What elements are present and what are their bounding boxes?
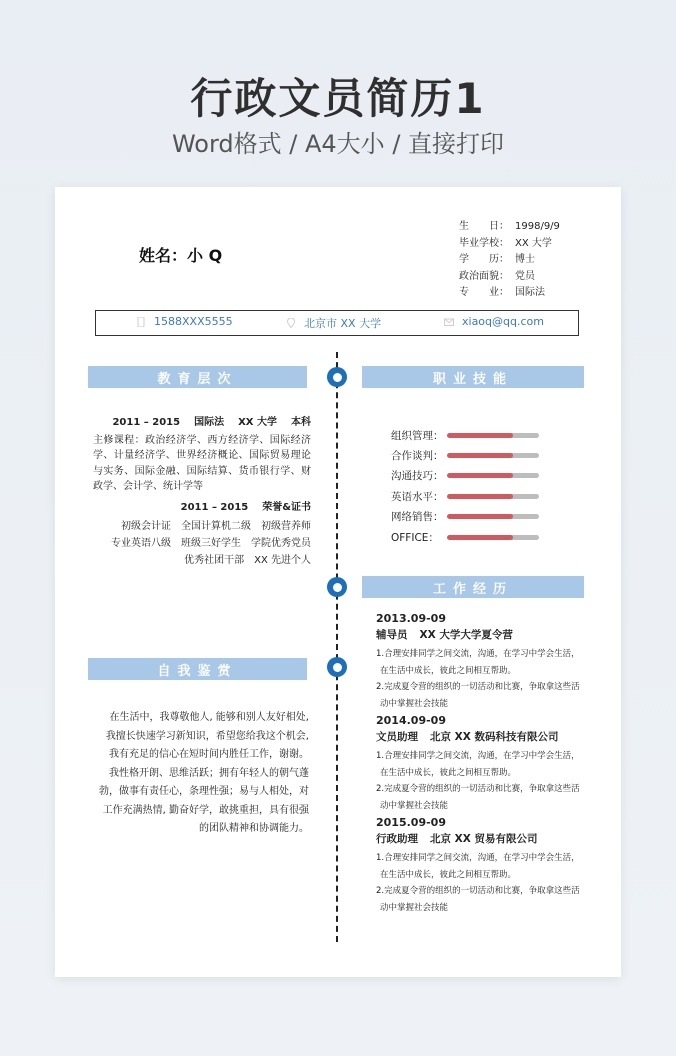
timeline-node	[327, 657, 347, 677]
cert-period: 2011 – 2015	[180, 501, 249, 513]
education-degree: 本科	[291, 417, 311, 428]
job-company: 北京 XX 数码科技有限公司	[430, 731, 559, 743]
cert-item: 学院优秀党员	[251, 538, 311, 549]
job-date: 2013.09-09	[376, 612, 446, 625]
email-text: xiaoq@qq.com	[462, 315, 544, 328]
job-description-line: 2.完成夏令营的组织的一切活动和比赛，争取拿这些活	[376, 886, 580, 896]
job-date: 2014.09-09	[376, 714, 446, 727]
skill-bar-fill	[447, 514, 513, 519]
contact-address	[286, 315, 381, 331]
phone-icon	[136, 317, 146, 327]
location-icon	[286, 318, 296, 328]
skill-name: 合作谈判：	[391, 450, 444, 463]
cert-line	[93, 535, 311, 552]
skill-name: 组织管理：	[391, 429, 444, 442]
skill-name: 英语水平：	[391, 490, 444, 503]
cert-title: 荣誉&证书	[262, 501, 311, 513]
self-line: 在生活中，我尊敬他人, 能够和别人友好相处,	[109, 712, 309, 723]
personal-info	[459, 219, 560, 302]
job-title	[376, 831, 586, 848]
contact-phone	[136, 315, 233, 328]
job-entry	[376, 814, 586, 916]
section-work: 工作经历	[362, 576, 584, 598]
skill-bar	[447, 433, 539, 438]
info-value: 博士	[515, 254, 535, 265]
timeline-line	[336, 352, 338, 942]
job-description-line: 1.合理安排同学之间交流，沟通，在学习中学会生活，	[376, 649, 580, 659]
job-description-line: 1.合理安排同学之间交流，沟通，在学习中学会生活，	[376, 751, 580, 761]
info-value: XX 大学	[515, 237, 552, 249]
skill-bar	[447, 494, 539, 499]
skill-bar	[447, 473, 539, 478]
skill-row	[391, 425, 539, 445]
education-block	[93, 415, 311, 569]
skill-name: OFFICE：	[391, 531, 439, 544]
skill-bar	[447, 514, 539, 519]
section-self: 自我鉴赏	[88, 658, 307, 680]
job-title	[376, 729, 586, 746]
cert-item: 班级三好学生	[181, 538, 241, 549]
job-description-line: 动中掌握社会技能	[380, 698, 449, 709]
skill-row	[391, 445, 539, 465]
skill-row	[391, 507, 539, 527]
cert-item: 初级营养师	[261, 521, 311, 532]
job-title	[376, 627, 586, 644]
skill-bar-fill	[447, 494, 513, 499]
self-line: 的团队精神和协调能力。	[199, 823, 309, 834]
self-line: 我性格开朗、思维活跃；拥有年轻人的朝气蓬	[109, 767, 309, 779]
cert-item: XX 先进个人	[254, 555, 311, 566]
timeline-node	[327, 367, 347, 387]
section-education: 教育层次	[88, 366, 307, 388]
info-row-politics	[459, 269, 560, 286]
page-title: 行政文员简历1	[190, 74, 486, 123]
cert-item: 优秀社团干部	[184, 555, 245, 566]
job-description	[376, 850, 586, 916]
phone-text: 1588XXX5555	[154, 315, 233, 328]
cert-item: 专业英语八级	[111, 538, 171, 549]
job-entry	[376, 712, 586, 814]
contact-bar	[95, 310, 579, 336]
info-row-major	[459, 285, 560, 302]
info-row-school	[459, 236, 560, 253]
job-role: 行政助理	[376, 833, 418, 845]
resume-name: 姓名：小 Q	[139, 246, 223, 265]
info-key: 生 日：	[459, 221, 509, 232]
info-key: 毕业学校：	[459, 237, 509, 249]
self-line: 勃，做事有责任心，条理性强；易与人相处，对	[99, 786, 309, 797]
cert-item: 初级会计证	[121, 521, 171, 532]
job-description	[376, 748, 586, 814]
skill-bar	[447, 453, 539, 458]
certificates-header	[93, 500, 311, 516]
page-subtitle: Word格式 / A4大小 / 直接打印	[171, 130, 505, 158]
skill-bar-fill	[447, 535, 513, 540]
job-date: 2015.09-09	[376, 816, 446, 829]
skill-bar	[447, 535, 539, 540]
info-value: 国际法	[515, 287, 545, 298]
skills-list	[391, 425, 539, 547]
job-description-line: 1.合理安排同学之间交流，沟通，在学习中学会生活，	[376, 853, 580, 863]
mail-icon	[444, 317, 454, 327]
self-line: 我有充足的信心在短时间内胜任工作，谢谢。	[109, 749, 309, 760]
job-description-line: 2.完成夏令营的组织的一切活动和比赛，争取拿这些活	[376, 682, 580, 692]
education-major: 国际法	[194, 417, 225, 428]
skill-bar-fill	[447, 433, 513, 438]
section-skills: 职业技能	[362, 366, 584, 388]
skill-bar-fill	[447, 473, 513, 478]
job-description	[376, 646, 586, 712]
skill-row	[391, 486, 539, 506]
resume-sheet	[55, 187, 621, 977]
info-value: 党员	[515, 270, 535, 282]
cert-line	[93, 518, 311, 535]
education-school: XX 大学	[238, 417, 277, 428]
info-row-degree	[459, 252, 560, 269]
info-value: 1998/9/9	[515, 221, 560, 232]
job-company: XX 大学大学夏令营	[419, 629, 513, 641]
info-row-birthday	[459, 219, 560, 236]
education-header	[93, 415, 311, 431]
address-text: 北京市 XX 大学	[304, 317, 382, 330]
skill-row	[391, 527, 539, 547]
info-key: 政治面貌：	[459, 270, 509, 282]
job-description-line: 在生活中成长，彼此之间相互帮助。	[380, 767, 517, 778]
skill-row	[391, 466, 539, 486]
info-key: 专 业：	[459, 287, 509, 298]
job-entry	[376, 610, 586, 712]
info-key: 学 历：	[459, 254, 509, 265]
skill-bar-fill	[447, 453, 513, 458]
job-description-line: 动中掌握社会技能	[380, 902, 449, 913]
skill-name: 网络销售：	[391, 511, 444, 524]
skill-name: 沟通技巧：	[391, 470, 444, 483]
education-period: 2011 – 2015	[112, 417, 181, 428]
self-evaluation	[93, 709, 309, 839]
job-description-line: 在生活中成长，彼此之间相互帮助。	[380, 665, 517, 676]
job-role: 辅导员	[376, 629, 408, 641]
self-line: 工作充满热情, 勤奋好学，敢挑重担，具有很强	[102, 804, 309, 816]
timeline-node	[327, 577, 347, 597]
job-description-line: 动中掌握社会技能	[380, 800, 449, 811]
cert-item: 全国计算机二级	[181, 521, 251, 532]
job-description-line: 在生活中成长，彼此之间相互帮助。	[380, 869, 517, 880]
work-history	[376, 610, 586, 916]
job-role: 文员助理	[376, 731, 418, 743]
cert-line	[93, 552, 311, 569]
job-company: 北京 XX 贸易有限公司	[430, 833, 538, 845]
contact-email	[444, 315, 544, 328]
job-description-line: 2.完成夏令营的组织的一切活动和比赛，争取拿这些活	[376, 784, 580, 794]
education-courses: 主修课程：政治经济学、西方经济学、国际经济学、计量经济学、世界经济概论、国际贸易理论与实务、国际金融、国际结算、货币银行学、财政学、会计学、统计学等	[93, 434, 311, 492]
self-line: 我擅长快速学习新知识，希望您给我这个机会,	[105, 730, 309, 742]
